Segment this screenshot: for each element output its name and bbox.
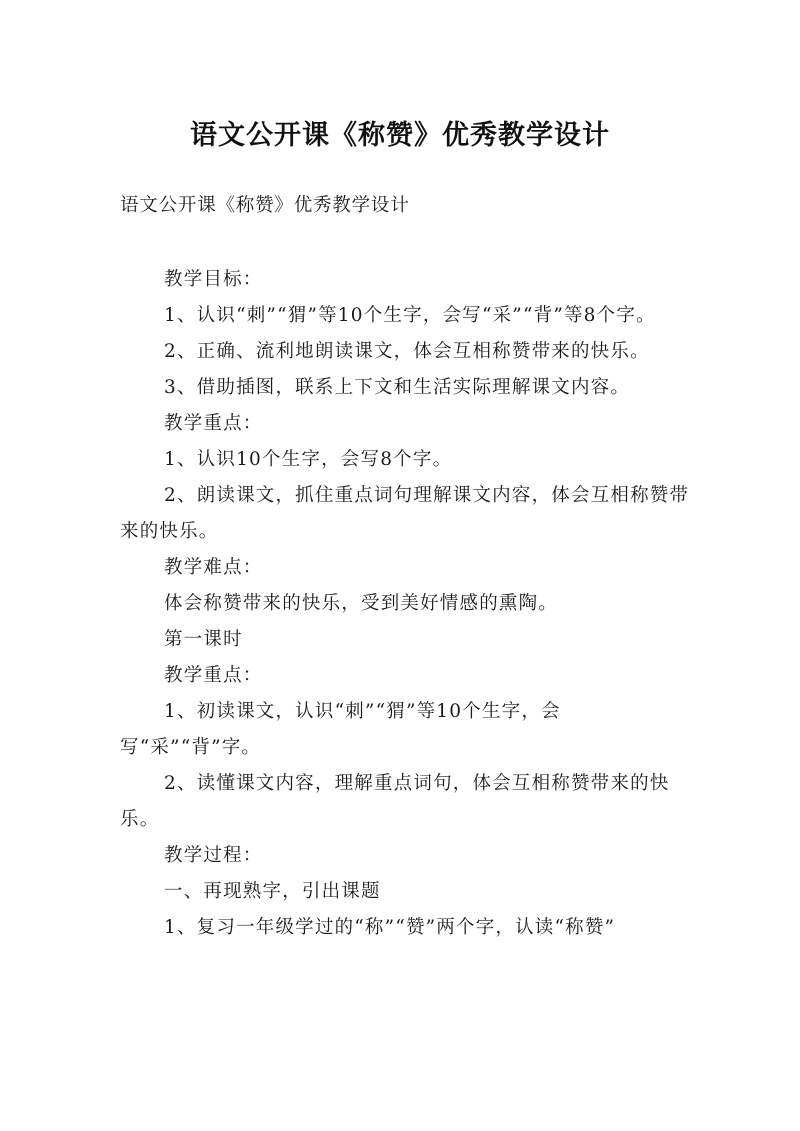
paragraph: 2、朗读课文，抓住重点词句理解课文内容，体会互相称赞带来的快乐。 xyxy=(120,485,690,542)
paragraph: 2、正确、流利地朗读课文，体会互相称赞带来的快乐。 xyxy=(164,341,650,362)
paragraph: 1、初读课文，认识“刺”“猬”等10个生字，会写“采”“背”字。 xyxy=(120,701,561,758)
paragraph: 3、借助插图，联系上下文和生活实际理解课文内容。 xyxy=(164,377,631,398)
document-title: 语文公开课《称赞》优秀教学设计 xyxy=(190,120,610,152)
document-body xyxy=(120,188,690,946)
section-heading-process: 教学过程： xyxy=(164,845,263,866)
section-heading-first-lesson: 第一课时 xyxy=(164,629,243,650)
paragraph: 1、认识“刺”“猬”等10个生字，会写“采”“背”等8个字。 xyxy=(164,305,656,326)
paragraph: 体会称赞带来的快乐，受到美好情感的熏陶。 xyxy=(164,593,559,614)
document-subtitle: 语文公开课《称赞》优秀教学设计 xyxy=(120,195,410,216)
section-heading-objectives: 教学目标： xyxy=(164,269,263,290)
section-heading-key-points: 教学重点： xyxy=(164,413,263,434)
section-heading-key-points: 教学重点： xyxy=(164,665,263,686)
paragraph: 一、再现熟字，引出课题 xyxy=(164,881,381,902)
paragraph: 2、读懂课文内容，理解重点词句，体会互相称赞带来的快乐。 xyxy=(120,773,670,830)
section-heading-difficulties: 教学难点： xyxy=(164,557,263,578)
paragraph: 1、复习一年级学过的“称”“赞”两个字，认读“称赞” xyxy=(164,917,616,938)
paragraph: 1、认识10个生字，会写8个字。 xyxy=(164,449,453,470)
